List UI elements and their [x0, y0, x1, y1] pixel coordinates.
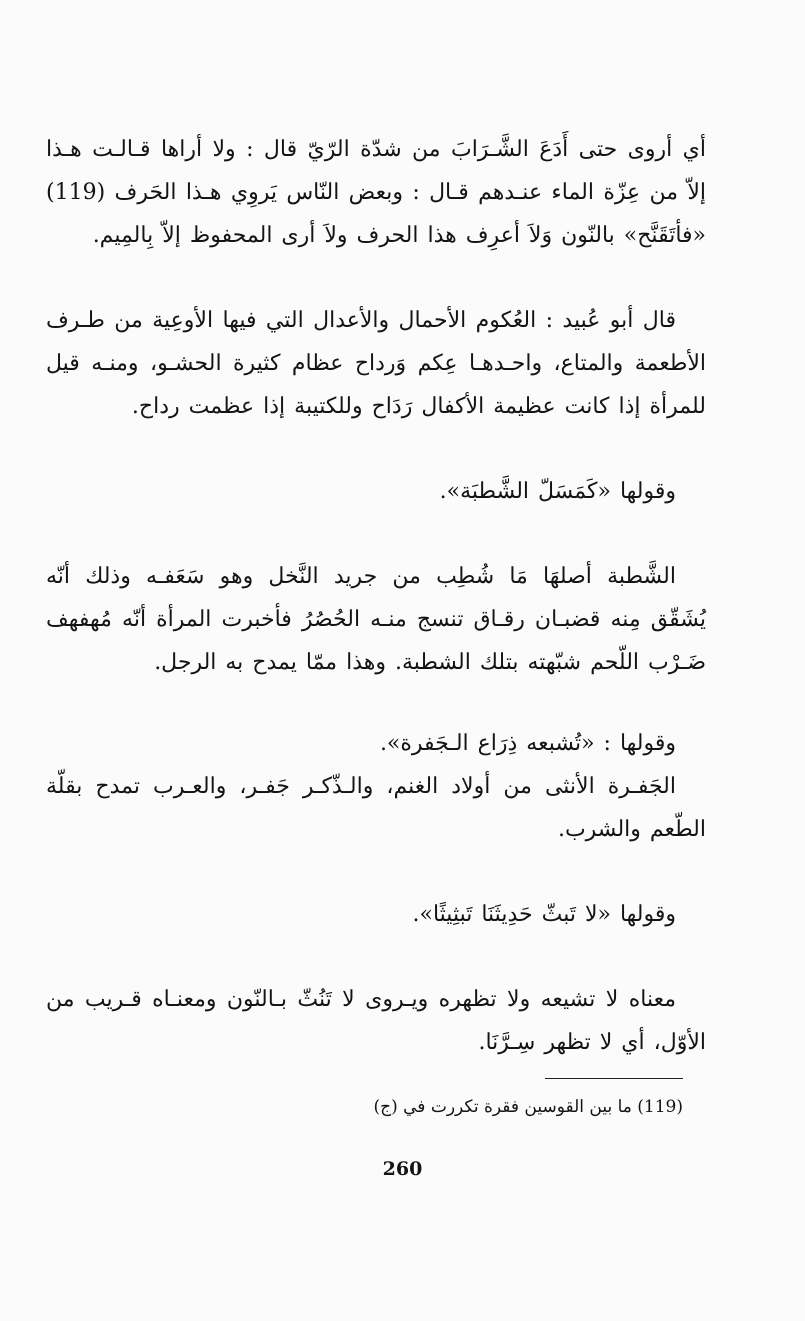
paragraph-5: وقولها : «تُشبعه ذِرَاع الـجَفرة».	[379, 731, 676, 756]
page-number: 260	[382, 1158, 423, 1180]
paragraph-3: وقولها «كَمَسَلّ الشَّطبَة».	[439, 479, 676, 504]
page-body	[46, 128, 706, 1064]
paragraph-2: قال أبو عُبيد : العُكوم الأحمال والأعدال التي فيها الأوعِية من طـرف الأطعمة والمتاع، واحـدهـا عِكم وَرداح عظام كثيرة الحشـو، ومنـه قيل للمرأة إذا كانت عظيمة الأكفال رَدَاح وللكتيبة إذا عظمت رداح.	[46, 308, 706, 419]
footnote-divider	[545, 1078, 683, 1079]
paragraph-4: الشَّطبة أصلهَا مَا شُطِب من جريد النَّخل وهو سَعَفـه وذلك أنّه يُشَقّق مِنه قضبـان رقـاق تنسج منـه الحُصُرُ فأخبرت المرأة أنّه مُهفهف ضَـرْب اللّحم شبّهته بتلك الشطبة. وهذا ممّا يمدح به الرجل.	[46, 564, 706, 675]
paragraph-8: معناه لا تشيعه ولا تظهره ويـروى لا تَنُثّ بـالنّون ومعنـاه قـريب من الأوّل، أي لا تظهر سِـرَّنَا.	[46, 987, 706, 1055]
paragraph-6: الجَفـرة الأنثى من أولاد الغنم، والـذّكـر جَفـر، والعـرب تمدح بقلّة الطّعم والشرب.	[46, 774, 706, 842]
paragraph-7: وقولها «لا تَبثّ حَدِيثَنَا تَبثِيثًا».	[412, 902, 676, 927]
footnote: (119) ما بين القوسين فقرة تكررت في (ج)	[373, 1097, 683, 1117]
paragraph-1: أي أروى حتى أَدَعَ الشَّـرَابَ من شدّة الرّيّ قال : ولا أراها قـالـت هـذا إلاّ من عِزّة الماء عنـدهم قـال : وبعض النّاس يَروِي هـذا الحَرف (119) «فأتَقَنَّح» بالنّون وَلاَ أعرِف هذا الحرف ولاَ أرى المحفوظ إلاّ بِالمِيم.	[46, 137, 706, 248]
